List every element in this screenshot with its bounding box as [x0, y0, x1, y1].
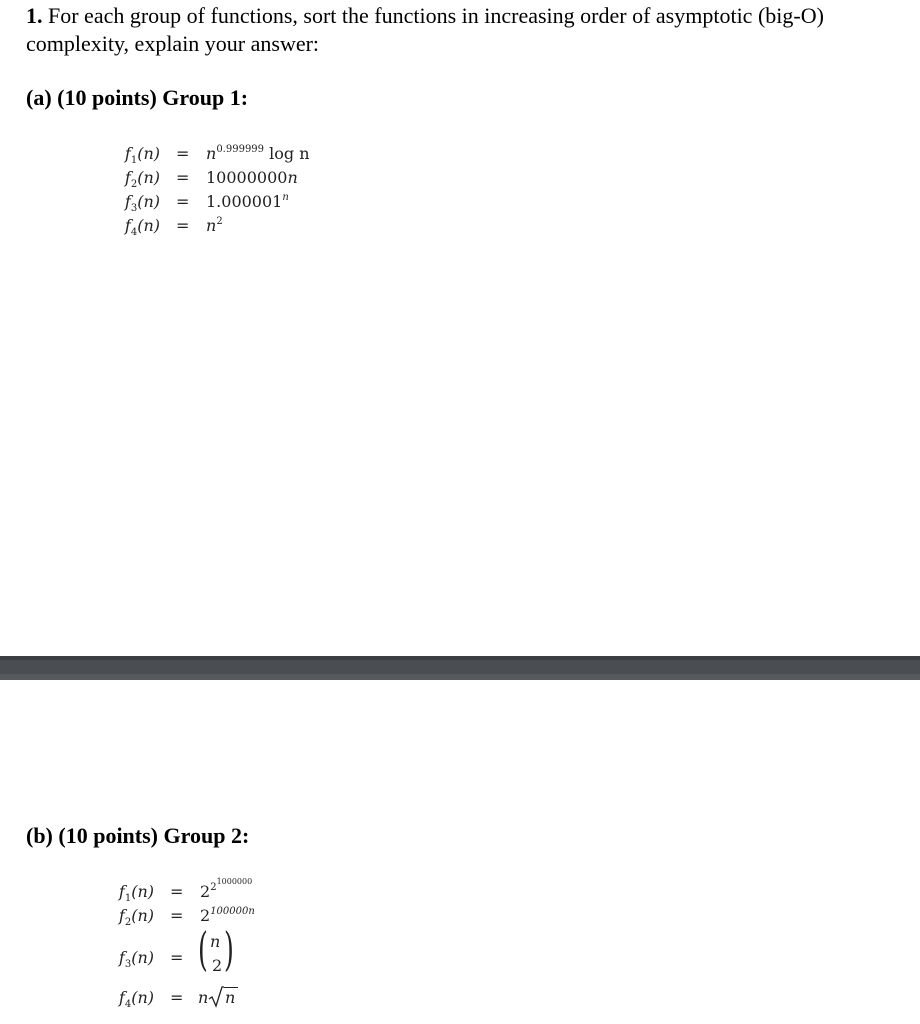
question-text	[26, 2, 906, 58]
question-body: For each group of functions, sort the functions in increasing order of asymptotic (big-O) complexity, explain your answer:	[26, 3, 824, 56]
part-b-heading: (b) (10 points) Group 2:	[26, 823, 250, 848]
binomial-coefficient: ( n 2 )	[198, 922, 234, 976]
page-divider	[0, 656, 920, 680]
sqrt-radical-icon	[208, 985, 224, 1009]
part-a-heading: (a) (10 points) Group 1:	[26, 85, 249, 110]
question-number: 1.	[26, 3, 43, 28]
part-a-equations: $f_1(n)$ = $n^{0.999999}$ log n $f_2(n)$ = 10000000n $f_3(n)$ = 1.000001$^n$ $f_4(n)$ = $n^2$	[124, 143, 310, 239]
part-b-equations: $f_1(n)$ = $2^{2^{1000000}}$ $f_2(n)$ = $2^{100000n}$ $f_3(n)$ = ( n 2 ) $f_4(n)$ = n n	[118, 877, 255, 1011]
